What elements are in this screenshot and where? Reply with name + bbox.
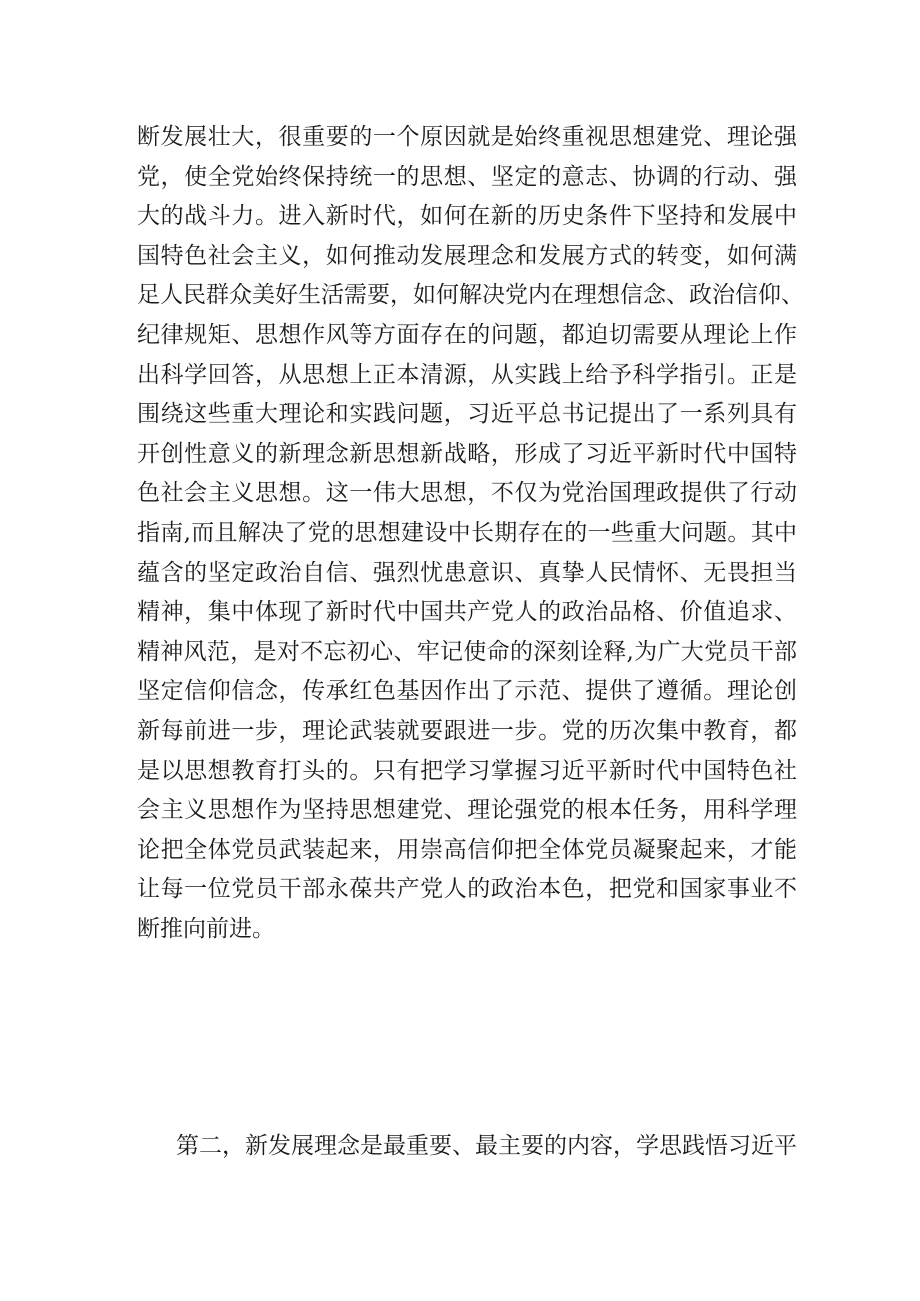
text-line: 断发展壮大，很重要的一个原因就是始终重视思想建党、理论强 [137,124,797,150]
text-line: 是以思想教育打头的。只有把学习掌握习近平新时代中国特色社 [137,757,797,784]
text-line: 党，使全党始终保持统一的思想、坚定的意志、协调的行动、强 [137,163,797,190]
text-line: 色社会主义思想。这一伟大思想，不仅为党治国理政提供了行动 [137,480,797,507]
text-line: 国特色社会主义，如何推动发展理念和发展方式的转变，如何满 [137,242,797,269]
text-line: 让每一位党员干部永葆共产党人的政治本色，把党和国家事业不 [137,876,797,903]
text-line: 出科学回答，从思想上正本清源，从实践上给予科学指引。正是 [137,361,797,388]
text-line: 新每前进一步，理论武装就要跟进一步。党的历次集中教育，都 [137,717,797,744]
text-line: 纪律规矩、思想作风等方面存在的问题，都迫切需要从理论上作 [137,321,797,348]
text-line: 蕴含的坚定政治自信、强烈忧患意识、真挚人民情怀、无畏担当 [137,559,797,586]
text-line: 精神，集中体现了新时代中国共产党人的政治品格、价值追求、 [137,599,797,626]
text-line: 大的战斗力。进入新时代，如何在新的历史条件下坚持和发展中 [137,203,797,230]
text-line: 断推向前进。 [137,915,275,942]
text-line: 精神风范，是对不忘初心、牢记使命的深刻诠释,为广大党员干部 [137,638,797,665]
body-paragraph [137,118,804,949]
text-line: 足人民群众美好生活需要，如何解决党内在理想信念、政治信仰、 [137,282,804,309]
text-line: 开创性意义的新理念新思想新战略，形成了习近平新时代中国特 [137,440,797,467]
text-line: 第二，新发展理念是最重要、最主要的内容，学思践悟习近平 [176,1133,797,1159]
second-paragraph [137,1127,797,1167]
text-line: 论把全体党员武装起来，用崇高信仰把全体党员凝聚起来，才能 [137,836,797,863]
text-line: 围绕这些重大理论和实践问题，习近平总书记提出了一系列具有 [137,401,797,428]
text-line: 指南,而且解决了党的思想建设中长期存在的一些重大问题。其中 [137,519,797,546]
text-line: 坚定信仰信念，传承红色基因作出了示范、提供了遵循。理论创 [137,678,797,705]
text-line: 会主义思想作为坚持思想建党、理论强党的根本任务，用科学理 [137,797,797,824]
